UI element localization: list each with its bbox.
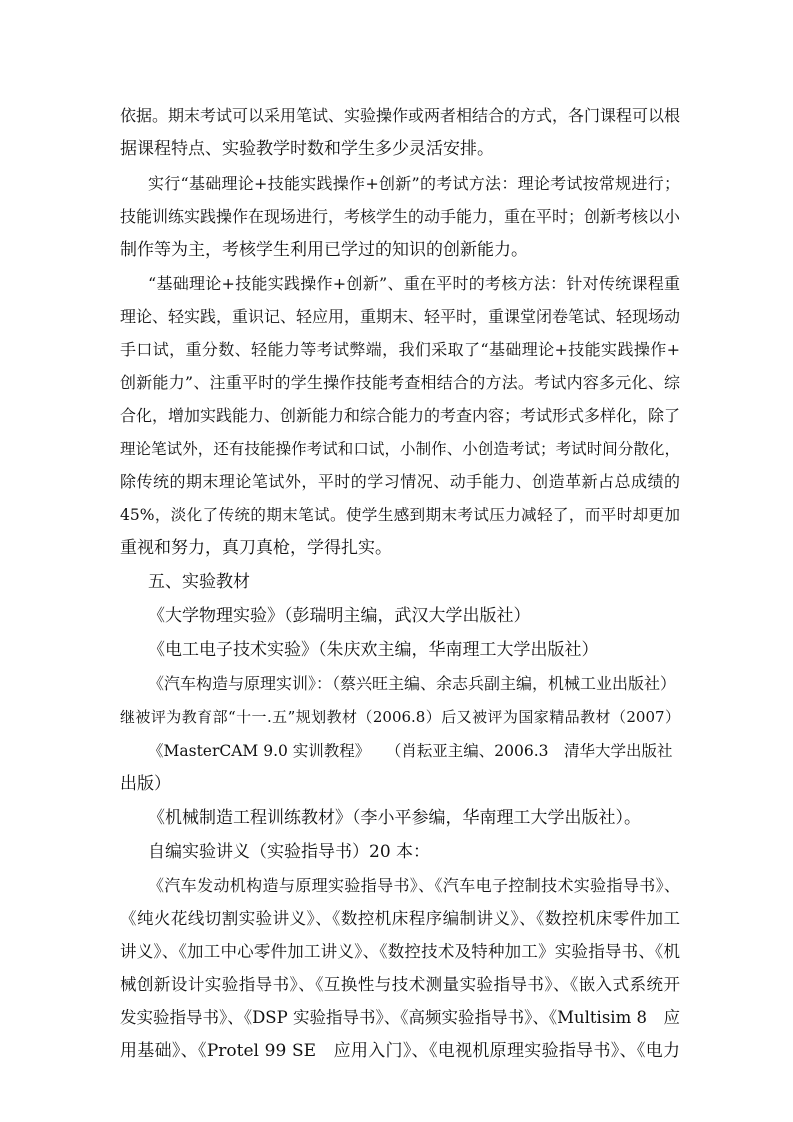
guide-list-line: 《汽车发动机构造与原理实验指导书》、《汽车电子控制技术实验指导书》、 <box>148 876 680 895</box>
paragraph-line: 理论、轻实践，重识记、轻应用，重期末、轻平时，重课堂闭卷笔试、轻现场动 <box>120 307 681 326</box>
paragraph-line: 依据。期末考试可以采用笔试、实验操作或两者相结合的方式，各门课程可以根 <box>120 106 681 125</box>
paragraph-line: 重视和努力，真刀真枪，学得扎实。 <box>120 538 392 558</box>
paragraph-line: 实行“基础理论+技能实践操作+创新”的考试方法：理论考试按常规进行； <box>148 174 680 193</box>
paragraph-line: 理论笔试外，还有技能操作考试和口试，小制作、小创造考试；考试时间分散化， <box>120 440 680 458</box>
textbook-item: 《机械制造工程训练教材》（李小平参编，华南理工大学出版社）。 <box>148 808 641 828</box>
guide-list-line: 发实验指导书》、《DSP 实验指导书》、《高频实验指导书》、《Multisim 8 应 <box>120 1008 680 1027</box>
paragraph-line: 45%，淡化了传统的期末笔试。使学生感到期末考试压力减轻了，而平时却更加 <box>120 506 680 524</box>
guide-list-line: 讲义》、《加工中心零件加工讲义》、《数控技术及特种加工》实验指导书、《机 <box>120 942 680 961</box>
textbook-item: 继被评为教育部“十一.五”规划教材（2006.8）后又被评为国家精品教材（2007） <box>120 708 680 726</box>
paragraph-line: 创新能力”、注重平时的学生操作技能考查相结合的方法。考试内容多元化、综 <box>120 373 680 392</box>
textbook-item: 出版） <box>120 774 171 794</box>
guide-list-line: 械创新设计实验指导书》、《互换性与技术测量实验指导书》、《嵌入式系统开 <box>120 975 680 994</box>
guide-list-line: 《纯火花线切割实验讲义》、《数控机床程序编制讲义》、《数控机床零件加工 <box>120 909 680 928</box>
paragraph-line: 手口试，重分数、轻能力等考试弊端，我们采取了“基础理论+技能实践操作+ <box>120 340 680 359</box>
guide-list-line: 用基础》、《Protel 99 SE 应用入门》、《电视机原理实验指导书》、《电力 <box>120 1041 680 1061</box>
paragraph-line: 除传统的期末理论笔试外，平时的学习情况、动手能力、创造革新占总成绩的 <box>120 472 680 491</box>
textbook-item: 《大学物理实验》（彭瑞明主编，武汉大学出版社） <box>148 606 531 626</box>
textbook-item: 《汽车构造与原理实训》：（蔡兴旺主编、余志兵副主编，机械工业出版社） <box>148 674 677 693</box>
section-subheading: 自编实验讲义（实验指导书）20 本： <box>148 842 431 862</box>
paragraph-line: 合化，增加实践能力、创新能力和综合能力的考查内容；考试形式多样化，除了 <box>120 406 681 425</box>
paragraph-line: 技能训练实践操作在现场进行，考核学生的动手能力，重在平时；创新考核以小 <box>120 207 681 226</box>
paragraph-line: 据课程特点、实验教学时数和学生多少灵活安排。 <box>120 139 494 159</box>
section-heading: 五、实验教材 <box>148 572 250 592</box>
paragraph-line: 制作等为主，考核学生利用已学过的知识的创新能力。 <box>120 240 528 260</box>
paragraph-line: “基础理论+技能实践操作+创新”、重在平时的考核方法：针对传统课程重 <box>148 274 680 293</box>
textbook-item: 《MasterCAM 9.0 实训教程》 （肖耘亚主编、2006.3 清华大学出版社 <box>148 742 673 760</box>
textbook-item: 《电工电子技术实验》（朱庆欢主编，华南理工大学出版社） <box>148 640 599 660</box>
